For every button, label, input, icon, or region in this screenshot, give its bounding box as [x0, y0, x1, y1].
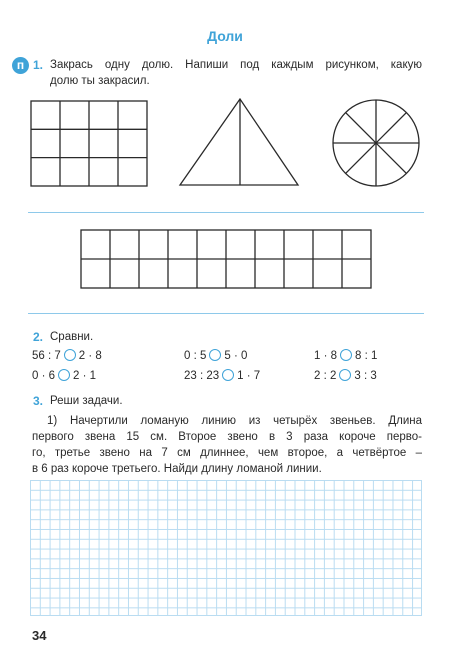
divider-2	[28, 313, 424, 314]
compare-item: 2 : 2 3 : 3	[314, 370, 377, 382]
compare-row-2	[32, 368, 422, 384]
problem-line-3: го, третье звено на 7 см длиннее, чем второе, а четвёртое –	[32, 447, 422, 459]
strip-grid-figure[interactable]	[80, 229, 373, 290]
compare-item: 23 : 23 1 · 7	[184, 370, 261, 382]
task1-line2: долю ты закрасил.	[50, 75, 150, 87]
problem-line-1: 1) Начертили ломаную линию из четырёх звеньев. Длина	[47, 415, 422, 427]
task2-number: 2.	[33, 330, 44, 344]
compare-circle[interactable]	[58, 369, 70, 381]
circle-sectors-figure[interactable]	[330, 97, 422, 189]
compare-item: 0 · 6 2 · 1	[32, 370, 97, 382]
task3-number: 3.	[33, 394, 44, 408]
compare-circle[interactable]	[64, 349, 76, 361]
page-number: 34	[32, 628, 47, 643]
compare-circle[interactable]	[222, 369, 234, 381]
divider-1	[28, 212, 424, 213]
rectangle-grid-figure[interactable]	[30, 100, 150, 190]
task1-line1: Закрась одну долю. Напиши под каждым рисунком, какую	[50, 59, 422, 71]
page-title: Доли	[207, 28, 243, 44]
answer-grid[interactable]	[30, 480, 422, 616]
compare-item: 0 : 5 5 · 0	[184, 350, 248, 362]
problem-line-2: первого звена 15 см. Второе звено в 3 раза короче перво-	[32, 431, 422, 443]
task2-label: Сравни.	[50, 331, 94, 343]
task-badge-icon: п	[12, 57, 29, 74]
task1-number: 1.	[33, 58, 44, 72]
task3-label: Реши задачи.	[50, 395, 123, 407]
compare-item: 56 : 7 2 · 8	[32, 350, 102, 362]
compare-circle[interactable]	[340, 349, 352, 361]
problem-line-4: в 6 раз короче третьего. Найди длину ломаной линии.	[32, 463, 322, 475]
compare-circle[interactable]	[209, 349, 221, 361]
compare-row-1	[32, 348, 422, 364]
triangle-figure[interactable]	[178, 96, 302, 188]
compare-item: 1 · 8 8 : 1	[314, 350, 378, 362]
compare-circle[interactable]	[339, 369, 351, 381]
